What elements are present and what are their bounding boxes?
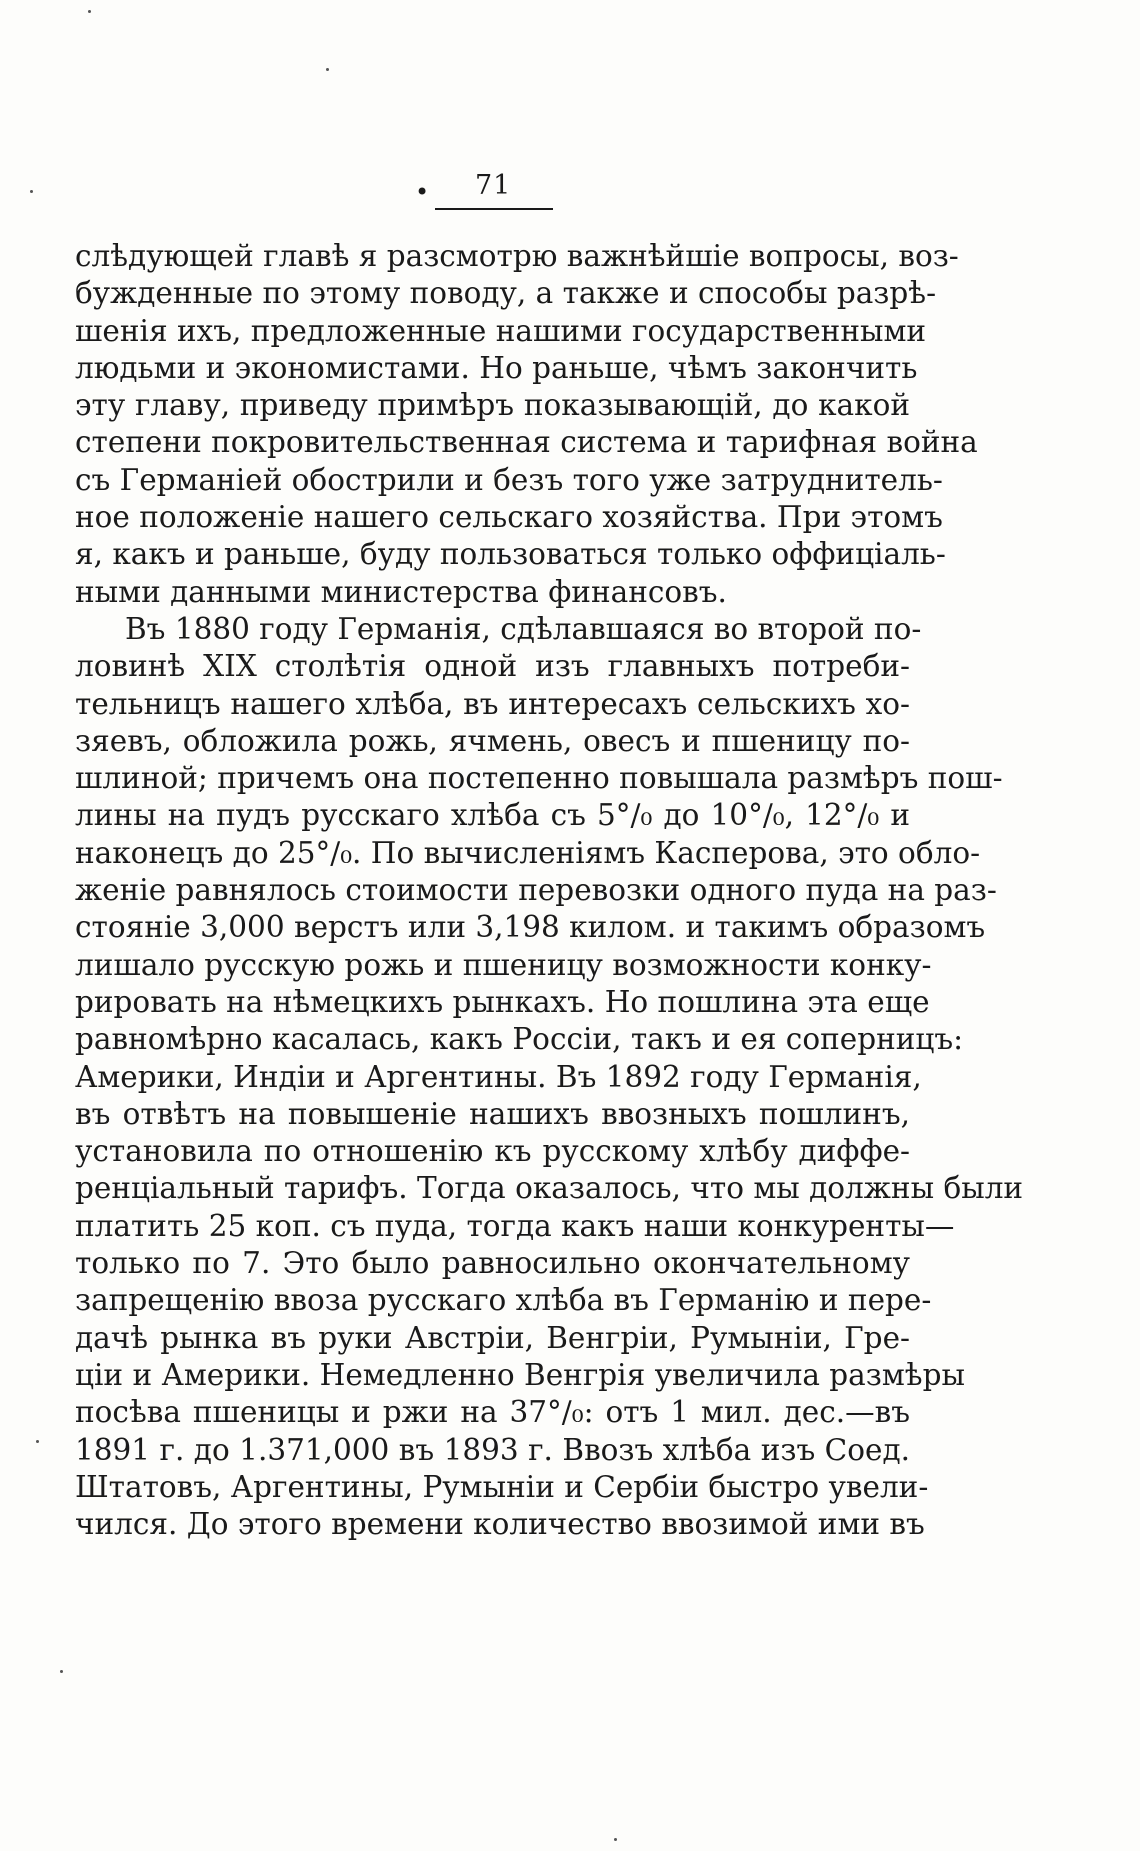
text-line: платить 25 коп. съ пуда, тогда какъ наши конкуренты—: [75, 1208, 955, 1243]
text-line: только по 7. Это было равносильно окончательному: [75, 1246, 910, 1281]
text-line: шлиной; причемъ она постепенно повышала размѣръ пош-: [75, 761, 1003, 796]
text-line: 1891 г. до 1.371,000 въ 1893 г. Ввозъ хлѣба изъ Соед.: [75, 1432, 910, 1467]
text-line: слѣдующей главѣ я разсмотрю важнѣйшіе вопросы, воз-: [75, 239, 959, 273]
scan-speck: [88, 10, 91, 13]
text-line: людьми и экономистами. Но раньше, чѣмъ закончить: [75, 350, 918, 385]
scan-speck: [326, 68, 329, 71]
scan-speck: [614, 1838, 617, 1841]
text-line: установила по отношенію къ русскому хлѣбу диффе-: [75, 1134, 910, 1169]
text-line: эту главу, приведу примѣръ показывающій, до какой: [75, 388, 910, 423]
text-line: Америки, Индіи и Аргентины. Въ 1892 году Германія,: [75, 1059, 922, 1094]
text-line: въ отвѣтъ на повышеніе нашихъ ввозныхъ пошлинъ,: [75, 1096, 910, 1131]
text-line: ціи и Америки. Немедленно Венгрія увеличила размѣры: [75, 1357, 965, 1392]
text-line: дачѣ рынка въ руки Австріи, Венгріи, Румыніи, Гре-: [75, 1320, 910, 1355]
text-line: ренціальный тарифъ. Тогда оказалось, что мы должны были: [75, 1171, 1024, 1206]
scan-speck: [60, 1670, 63, 1673]
page-number: 71: [475, 170, 512, 201]
body-text: [75, 238, 1024, 1543]
text-line: съ Германіей обострили и безъ того уже затруднитель-: [75, 462, 943, 497]
text-line: я, какъ и раньше, буду пользоваться только оффиціаль-: [75, 537, 946, 572]
text-line: чился. До этого времени количество ввозимой ими въ: [75, 1507, 925, 1542]
page-header: [405, 170, 555, 210]
text-line: ное положеніе нашего сельскаго хозяйства. При этомъ: [75, 500, 943, 535]
text-line: шенія ихъ, предложенные нашими государственными: [75, 313, 927, 348]
scan-speck: [30, 190, 33, 193]
header-dot: •: [415, 178, 430, 206]
text-line: наконецъ до 25°/₀. По вычисленіямъ Касперова, это обло-: [75, 835, 981, 870]
text-line: зяевъ, обложила рожь, ячмень, овесъ и пшеницу по-: [75, 723, 910, 758]
text-line: Штатовъ, Аргентины, Румыніи и Сербіи быстро увели-: [75, 1469, 929, 1504]
text-line: ными данными министерства финансовъ.: [75, 574, 727, 609]
text-line: стояніе 3,000 верстъ или 3,198 килом. и такимъ образомъ: [75, 910, 986, 945]
text-line: рировать на нѣмецкихъ рынкахъ. Но пошлина эта еще: [75, 984, 930, 1019]
text-line: посѣва пшеницы и ржи на 37°/₀: отъ 1 мил. дес.—въ: [75, 1395, 910, 1430]
text-line: степени покровительственная система и тарифная война: [75, 425, 978, 460]
scan-speck: [36, 1440, 39, 1443]
text-line: тельницъ нашего хлѣба, въ интересахъ сельскихъ хо-: [75, 686, 910, 721]
header-rule: [435, 208, 553, 210]
text-line: запрещенію ввоза русскаго хлѣба въ Германію и пере-: [75, 1283, 932, 1318]
text-line: женіе равнялось стоимости перевозки одного пуда на раз-: [75, 873, 997, 908]
text-line: Въ 1880 году Германія, сдѣлавшаяся во второй по-: [125, 611, 922, 646]
text-line: лины на пудъ русскаго хлѣба съ 5°/₀ до 10°/₀, 12°/₀ и: [75, 798, 910, 833]
text-line: ловинѣ XIX столѣтія одной изъ главныхъ потреби-: [75, 649, 910, 684]
text-line: равномѣрно касалась, какъ Россіи, такъ и ея соперницъ:: [75, 1022, 964, 1057]
text-line: лишало русскую рожь и пшеницу возможности конку-: [75, 947, 932, 982]
text-line: бужденные по этому поводу, а также и способы разрѣ-: [75, 276, 937, 311]
